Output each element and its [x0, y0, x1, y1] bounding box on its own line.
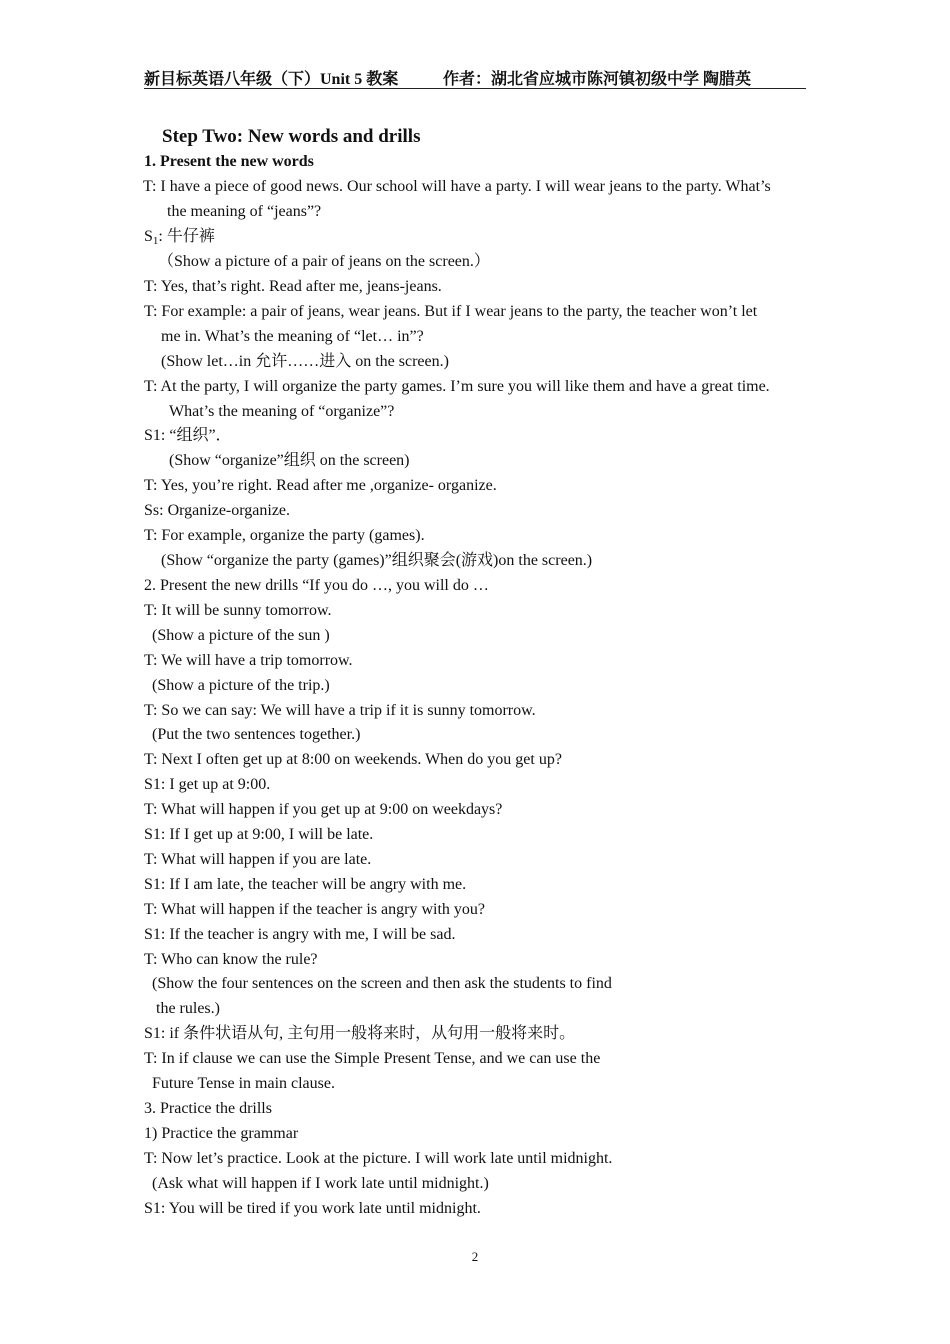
text-line: S1: if 条件状语从句, 主句用一般将来时，从句用一般将来时。 — [144, 1025, 576, 1042]
text-line: the rules.) — [156, 1000, 220, 1017]
text-line: (Show “organize the party (games)”组织聚会(游戏)on the screen.) — [161, 552, 593, 569]
text-line: (Show let…in 允许……进入 on the screen.) — [161, 353, 449, 370]
text-line: (Show a picture of the trip.) — [152, 677, 330, 694]
header-right: 作者：湖北省应城市陈河镇初级中学 陶腊英 — [443, 71, 752, 88]
text-line: S1: “组织”． — [144, 427, 232, 444]
section-title: Step Two: New words and drills — [162, 126, 421, 147]
text-line: me in. What’s the meaning of “let… in”? — [161, 328, 424, 345]
text-line: (Show the four sentences on the screen and then ask the students to find — [152, 975, 612, 992]
text-line: T: For example: a pair of jeans, wear jeans. But if I wear jeans to the party, the teacher won’t let — [144, 303, 758, 320]
text-line: （Show a picture of a pair of jeans on the screen.） — [158, 253, 490, 270]
text-line: T: We will have a trip tomorrow. — [144, 652, 353, 669]
text-line: T: What will happen if you get up at 9:00 on weekdays? — [144, 801, 503, 818]
text-line: the meaning of “jeans”? — [167, 203, 322, 220]
text-line: (Ask what will happen if I work late until midnight.) — [152, 1175, 489, 1192]
text-line: T: Who can know the rule? — [144, 951, 318, 968]
text-line: S1: I get up at 9:00. — [144, 776, 271, 793]
text-line: T: It will be sunny tomorrow. — [144, 602, 332, 619]
text-line: What’s the meaning of “organize”? — [169, 403, 395, 420]
text-line: 1) Practice the grammar — [144, 1125, 299, 1142]
text-line: (Show “organize”组织 on the screen) — [169, 452, 410, 469]
text-line: T: What will happen if you are late. — [144, 851, 372, 868]
text-line: S1: If I am late, the teacher will be angry with me. — [144, 876, 467, 893]
text-line: (Put the two sentences together.) — [152, 726, 361, 743]
heading-practice-drills: 3. Practice the drills — [144, 1100, 272, 1117]
text-line: Future Tense in main clause. — [152, 1075, 335, 1092]
text-line: Ss: Organize-organize. — [144, 502, 291, 519]
text-line — [144, 227, 215, 251]
text-line-content: : 牛仔裤 — [158, 228, 215, 245]
text-line: T: For example, organize the party (games). — [144, 527, 425, 544]
text-line: T: I have a piece of good news. Our school will have a party. I will wear jeans to the party. What’s — [143, 178, 771, 195]
header-left: 新目标英语八年级（下）Unit 5 教案 — [144, 71, 399, 88]
text-line: T: Now let’s practice. Look at the picture. I will work late until midnight. — [144, 1150, 613, 1167]
text-line: S1: If I get up at 9:00, I will be late. — [144, 826, 374, 843]
heading-present-words: 1. Present the new words — [144, 153, 314, 170]
text-line: S1: You will be tired if you work late until midnight. — [144, 1200, 481, 1217]
text-line: T: So we can say: We will have a trip if it is sunny tomorrow. — [144, 702, 536, 719]
page-header — [144, 66, 806, 89]
text-line: T: What will happen if the teacher is angry with you? — [144, 901, 486, 918]
text-line: T: Next I often get up at 8:00 on weekends. When do you get up? — [144, 751, 562, 768]
text-line: T: Yes, you’re right. Read after me ,organize- organize. — [144, 477, 497, 494]
text-line: (Show a picture of the sun ) — [152, 627, 330, 644]
text-line: T: At the party, I will organize the party games. I’m sure you will like them and have a great time. — [144, 378, 770, 395]
speaker: S — [144, 228, 153, 245]
speaker-subscript: 1 — [152, 235, 159, 247]
page-number: 2 — [471, 1249, 479, 1264]
text-line: S1: If the teacher is angry with me, I will be sad. — [144, 926, 456, 943]
text-line: T: Yes, that’s right. Read after me, jeans-jeans. — [144, 278, 442, 295]
text-line: T: In if clause we can use the Simple Present Tense, and we can use the — [144, 1050, 601, 1067]
heading-present-drills: 2. Present the new drills “If you do …, you will do … — [144, 577, 489, 594]
